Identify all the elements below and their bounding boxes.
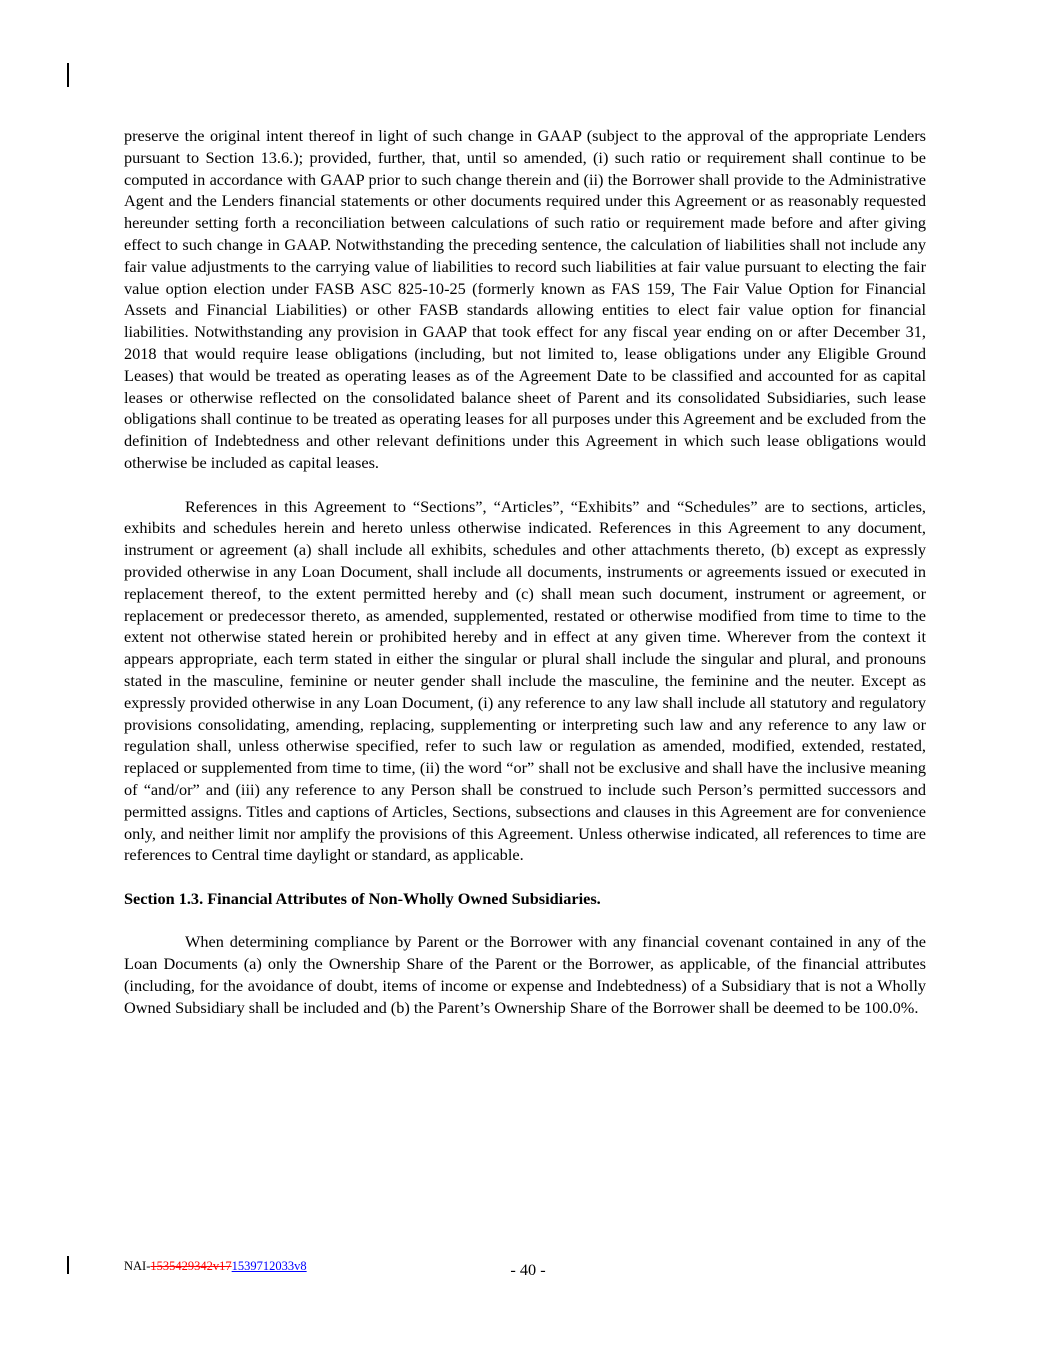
- paragraph-financial-attributes: When determining compliance by Parent or the Borrower with any financial covenant contained in any of the Loan Documents (a) only the Ownership Share of the Parent or the Borrower, as applicable, of the financial attributes (including, for the avoidance of doubt, items of income or expense and Indebtedness) of a Subsidiary that is not a Wholly Owned Subsidiary shall be included and (b) the Parent’s Ownership Share of the Borrower shall be deemed to be 100.0%.: [124, 932, 926, 1017]
- paragraph-gaap-continuation: preserve the original intent thereof in light of such change in GAAP (subject to the approval of the appropriate Lenders pursuant to Section 13.6.); provided, further, that, until so amended, (i) such ratio or requirement shall continue to be computed in accordance with GAAP prior to such change therein and (ii) the Borrower shall provide to the Administrative Agent and the Lenders financial statements or other documents required under this Agreement or as reasonably requested hereunder setting forth a reconciliation between calculations of such ratio or requirement made before and after giving effect to such change in GAAP. Notwithstanding the preceding sentence, the calculation of liabilities shall not include any fair value adjustments to the carrying value of liabilities to record such liabilities at fair value pursuant to electing the fair value option election under FASB ASC 825-10-25 (formerly known as FAS 159, The Fair Value Option for Financial Assets and Financial Liabilities) or other FASB standards allowing entities to elect fair value option for financial liabilities. Notwithstanding any provision in GAAP that took effect for any fiscal year ending on or after December 31, 2018 that would require lease obligations (including, but not limited to, lease obligations under any Eligible Ground Leases) that would be treated as operating leases as of the Agreement Date to be classified and accounted for as capital leases or otherwise reflected on the consolidated balance sheet of Parent and its consolidated Subsidiaries, such lease obligations shall continue to be treated as operating leases for all purposes under this Agreement and be excluded from the definition of Indebtedness and other relevant definitions under this Agreement in which such lease obligations would otherwise be included as capital leases.: [124, 126, 926, 472]
- footer-document-id: [124, 1258, 307, 1274]
- section-heading: Section 1.3. Financial Attributes of Non-Wholly Owned Subsidiaries.: [124, 888, 601, 908]
- doc-id-deleted: 1535429342v17: [150, 1259, 232, 1273]
- paragraph-references: References in this Agreement to “Sections”, “Articles”, “Exhibits” and “Schedules” are to sections, articles, exhibits and schedules herein and hereto unless otherwise indicated. References in this Agreement to any document, instrument or agreement (a) shall include all exhibits, schedules and other attachments thereto, (b) except as expressly provided otherwise in any Loan Document, shall include all documents, instruments or agreements issued or executed in replacement thereof, to the extent permitted hereby and (c) shall mean such document, instrument or agreement, or replacement or predecessor thereto, as amended, supplemented, restated or otherwise modified from time to time to the extent not otherwise stated herein or prohibited hereby and in effect at any given time. Wherever from the context it appears appropriate, each term stated in either the singular or plural shall include the singular and plural, and pronouns stated in the masculine, feminine or neuter gender shall include the masculine, the feminine and the neuter. Except as expressly provided otherwise in any Loan Document, (i) any reference to any law shall include all statutory and regulatory provisions consolidating, amending, replacing, supplementing or interpreting such law and any reference to any law or regulation shall, unless otherwise specified, refer to such law or regulation as amended, modified, extended, restated, replaced or supplemented from time to time, (ii) the word “or” shall not be exclusive and shall have the inclusive meaning of “and/or” and (iii) any reference to any Person shall be construed to include such Person’s permitted successors and permitted assigns. Titles and captions of Articles, Sections, subsections and clauses in this Agreement are for convenience only, and neither limit nor amplify the provisions of this Agreement. Unless otherwise indicated, all references to time are references to Central time daylight or standard, as applicable.: [124, 496, 926, 865]
- change-bar-top: [67, 63, 69, 87]
- doc-id-inserted: 1539712033v8: [231, 1259, 307, 1273]
- page-number: - 40 -: [510, 1260, 546, 1279]
- change-bar-bottom: [67, 1256, 69, 1274]
- document-body: [124, 125, 926, 1019]
- doc-id-prefix: NAI-: [124, 1259, 151, 1273]
